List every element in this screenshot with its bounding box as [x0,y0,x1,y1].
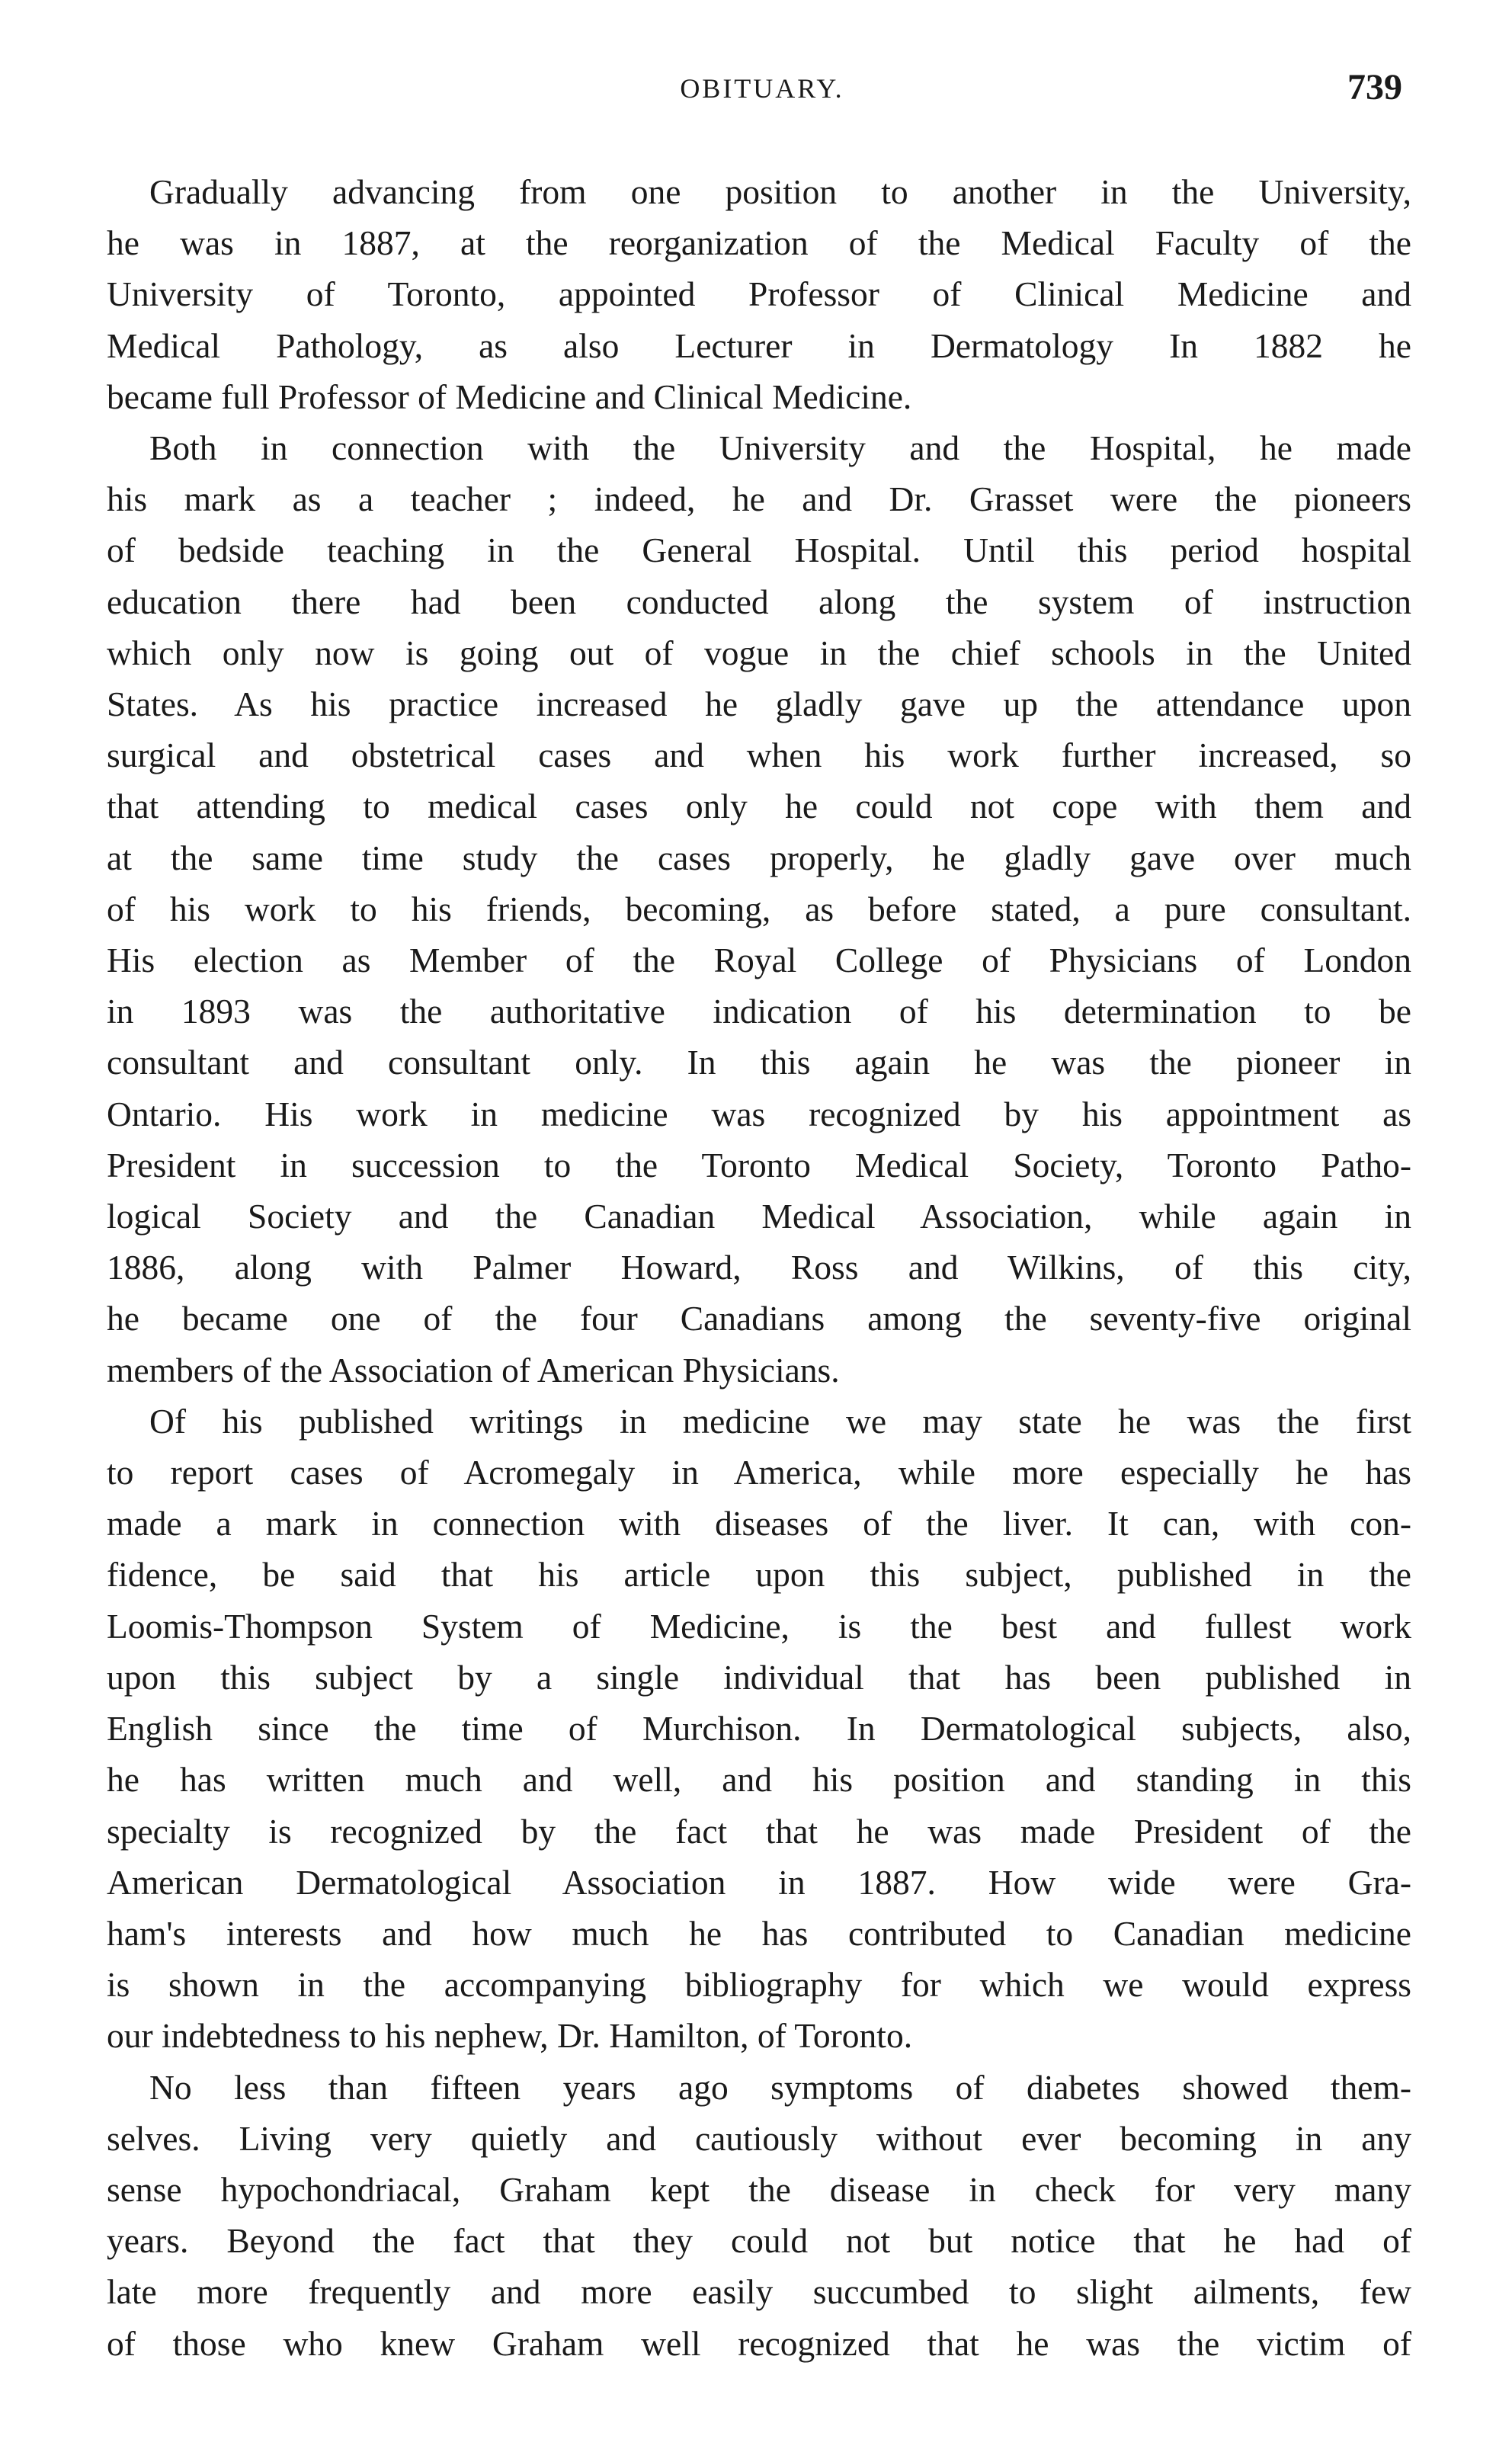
text-line: is shown in the accompanying bibliography for which we would express [107,1965,1411,2005]
text-line: that attending to medical cases only he could not cope with them and [107,787,1411,826]
text-line: he has written much and well, and his position and standing in this [107,1760,1411,1800]
text-line: President in succession to the Toronto Medical Society, Toronto Patho- [107,1145,1411,1184]
text-line: his mark as a teacher ; indeed, he and Dr. Grasset were the pioneers [107,479,1411,519]
text-line: our indebtedness to his nephew, Dr. Hamilton, of Toronto. [107,2016,913,2056]
text-line: No less than fifteen years ago symptoms of diabetes showed them- [149,2067,1411,2107]
text-line: became full Professor of Medicine and Clinical Medicine. [107,377,912,416]
text-line: logical Society and the Canadian Medical Association, while again in [107,1197,1411,1236]
text-line: education there had been conducted along the system of instruction [107,582,1411,621]
text-line: Gradually advancing from one position to another in the University, [149,172,1411,211]
paragraph [107,422,1411,1396]
text-line: sense hypochondriacal, Graham kept the disease in check for very many [107,2169,1411,2209]
text-line: he became one of the four Canadians among the seventy-five original [107,1299,1411,1338]
text-line: specialty is recognized by the fact that he was made President of the [107,1811,1411,1851]
text-line: made a mark in connection with diseases of the liver. It can, with con- [107,1504,1411,1543]
page-number: 739 [1347,67,1402,107]
text-line: fidence, be said that his article upon this subject, published in the [107,1555,1411,1595]
text-line: States. As his practice increased he gladly gave up the attendance upon [107,684,1411,724]
text-line: Ontario. His work in medicine was recognized by his appointment as [107,1094,1411,1133]
text-line: American Dermatological Association in 1887. How wide were Gra- [107,1862,1411,1902]
paragraph [107,2062,1411,2369]
paragraph [107,166,1411,422]
text-line: he was in 1887, at the reorganization of the Medical Faculty of the [107,223,1411,263]
text-line: in 1893 was the authoritative indication of his determination to be [107,992,1411,1031]
text-line: of those who knew Graham well recognized that he was the victim of [107,2323,1411,2363]
text-line: University of Toronto, appointed Professor of Clinical Medicine and [107,274,1411,314]
text-line: Medical Pathology, as also Lecturer in Dermatology In 1882 he [107,325,1411,365]
text-line: surgical and obstetrical cases and when his work further increased, so [107,736,1411,775]
text-line: of bedside teaching in the General Hospital. Until this period hospital [107,531,1411,570]
text-line: Loomis-Thompson System of Medicine, is the best and fullest work [107,1606,1411,1646]
running-head: OBITUARY. [680,73,844,104]
text-line: to report cases of Acromegaly in America, while more especially he has [107,1453,1411,1492]
text-line: ham's interests and how much he has contributed to Canadian medicine [107,1913,1411,1953]
text-line: years. Beyond the fact that they could not but notice that he had of [107,2221,1411,2261]
text-line: Both in connection with the University and the Hospital, he made [149,428,1411,468]
text-line: His election as Member of the Royal College of Physicians of London [107,941,1411,980]
text-line: 1886, along with Palmer Howard, Ross and Wilkins, of this city, [107,1248,1411,1287]
text-line: late more frequently and more easily succumbed to slight ailments, few [107,2272,1411,2312]
text-line: members of the Association of American Physicians. [107,1350,840,1390]
text-line: which only now is going out of vogue in the chief schools in the United [107,633,1411,672]
body-text [107,166,1411,2369]
text-line: Of his published writings in medicine we may state he was the first [149,1401,1411,1441]
text-line: upon this subject by a single individual that has been published in [107,1657,1411,1697]
text-line: English since the time of Murchison. In Dermatological subjects, also, [107,1709,1411,1749]
page-header [107,67,1418,118]
text-line: of his work to his friends, becoming, as before stated, a pure consultant. [107,889,1411,928]
text-line: selves. Living very quietly and cautiously without ever becoming in any [107,2118,1411,2158]
paragraph [107,1396,1411,2062]
text-line: at the same time study the cases properly, he gladly gave over much [107,838,1411,877]
text-line: consultant and consultant only. In this again he was the pioneer in [107,1043,1411,1082]
